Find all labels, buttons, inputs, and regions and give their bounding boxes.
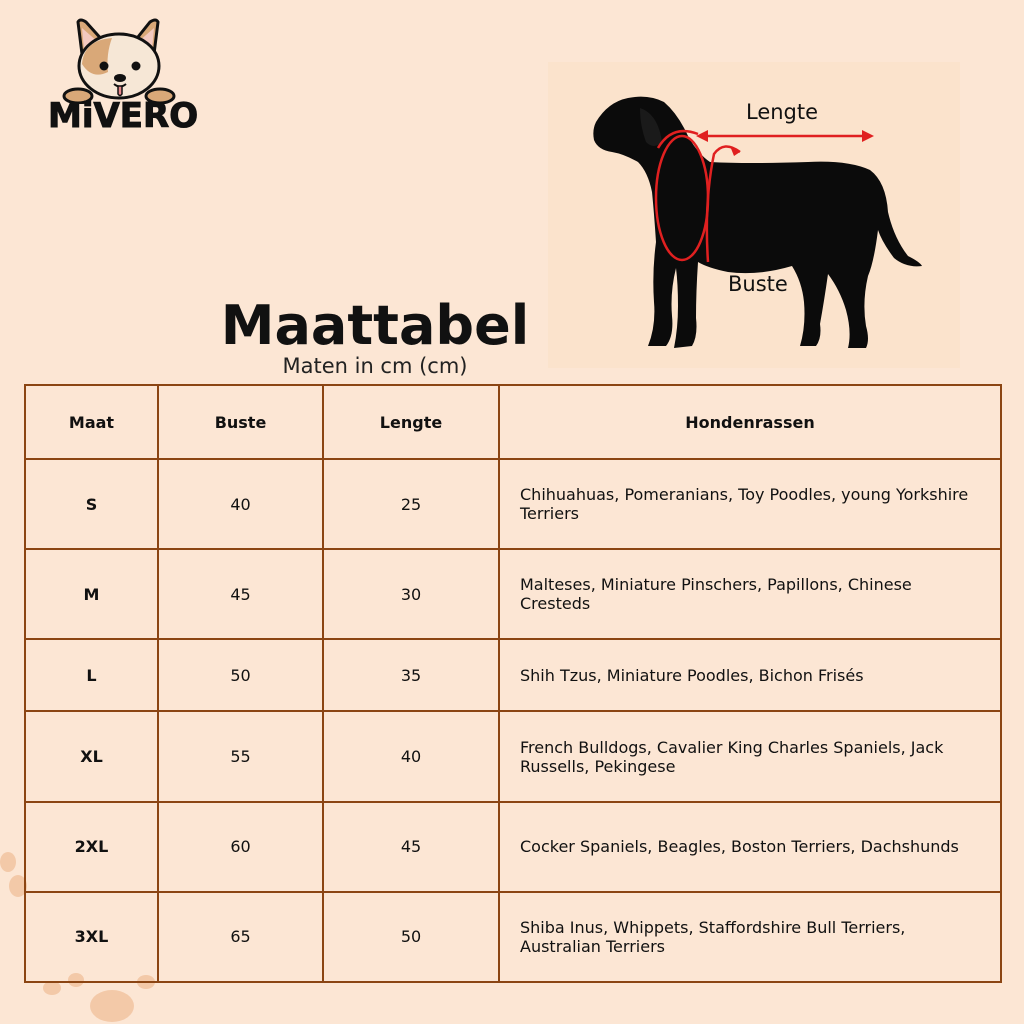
chest-label: Buste bbox=[728, 272, 788, 296]
chest-cell: 65 bbox=[158, 892, 323, 982]
breeds-cell: Shih Tzus, Miniature Poodles, Bichon Frisés bbox=[499, 639, 1001, 711]
size-cell: S bbox=[25, 459, 158, 549]
length-label: Lengte bbox=[746, 100, 819, 124]
breeds-cell: Malteses, Miniature Pinschers, Papillons, Chinese Cresteds bbox=[499, 549, 1001, 639]
column-header-chest: Buste bbox=[158, 385, 323, 459]
table-row bbox=[25, 639, 1001, 711]
dog-mascot-icon bbox=[42, 14, 202, 104]
breeds-cell: Cocker Spaniels, Beagles, Boston Terriers, Dachshunds bbox=[499, 802, 1001, 892]
brand-name: MiVERO bbox=[48, 96, 199, 136]
size-cell: M bbox=[25, 549, 158, 639]
column-header-breeds: Hondenrassen bbox=[499, 385, 1001, 459]
table-row bbox=[25, 711, 1001, 801]
chest-cell: 40 bbox=[158, 459, 323, 549]
column-header-length: Lengte bbox=[323, 385, 499, 459]
page-subtitle: Maten in cm (cm) bbox=[282, 354, 468, 378]
page-title: Maattabel bbox=[220, 294, 530, 357]
length-cell: 30 bbox=[323, 549, 499, 639]
length-cell: 25 bbox=[323, 459, 499, 549]
breeds-cell: French Bulldogs, Cavalier King Charles Spaniels, Jack Russells, Pekingese bbox=[499, 711, 1001, 801]
length-cell: 40 bbox=[323, 711, 499, 801]
size-table bbox=[24, 384, 1002, 983]
table-row bbox=[25, 892, 1001, 982]
chest-cell: 60 bbox=[158, 802, 323, 892]
length-cell: 35 bbox=[323, 639, 499, 711]
chest-cell: 45 bbox=[158, 549, 323, 639]
size-cell: 2XL bbox=[25, 802, 158, 892]
size-cell: XL bbox=[25, 711, 158, 801]
table-row bbox=[25, 459, 1001, 549]
size-cell: 3XL bbox=[25, 892, 158, 982]
length-cell: 50 bbox=[323, 892, 499, 982]
length-cell: 45 bbox=[323, 802, 499, 892]
breeds-cell: Chihuahuas, Pomeranians, Toy Poodles, young Yorkshire Terriers bbox=[499, 459, 1001, 549]
table-row bbox=[25, 549, 1001, 639]
table-header-row bbox=[25, 385, 1001, 459]
breeds-cell: Shiba Inus, Whippets, Staffordshire Bull Terriers, Australian Terriers bbox=[499, 892, 1001, 982]
table-row bbox=[25, 802, 1001, 892]
chest-cell: 50 bbox=[158, 639, 323, 711]
column-header-size: Maat bbox=[25, 385, 158, 459]
size-cell: L bbox=[25, 639, 158, 711]
chest-cell: 55 bbox=[158, 711, 323, 801]
